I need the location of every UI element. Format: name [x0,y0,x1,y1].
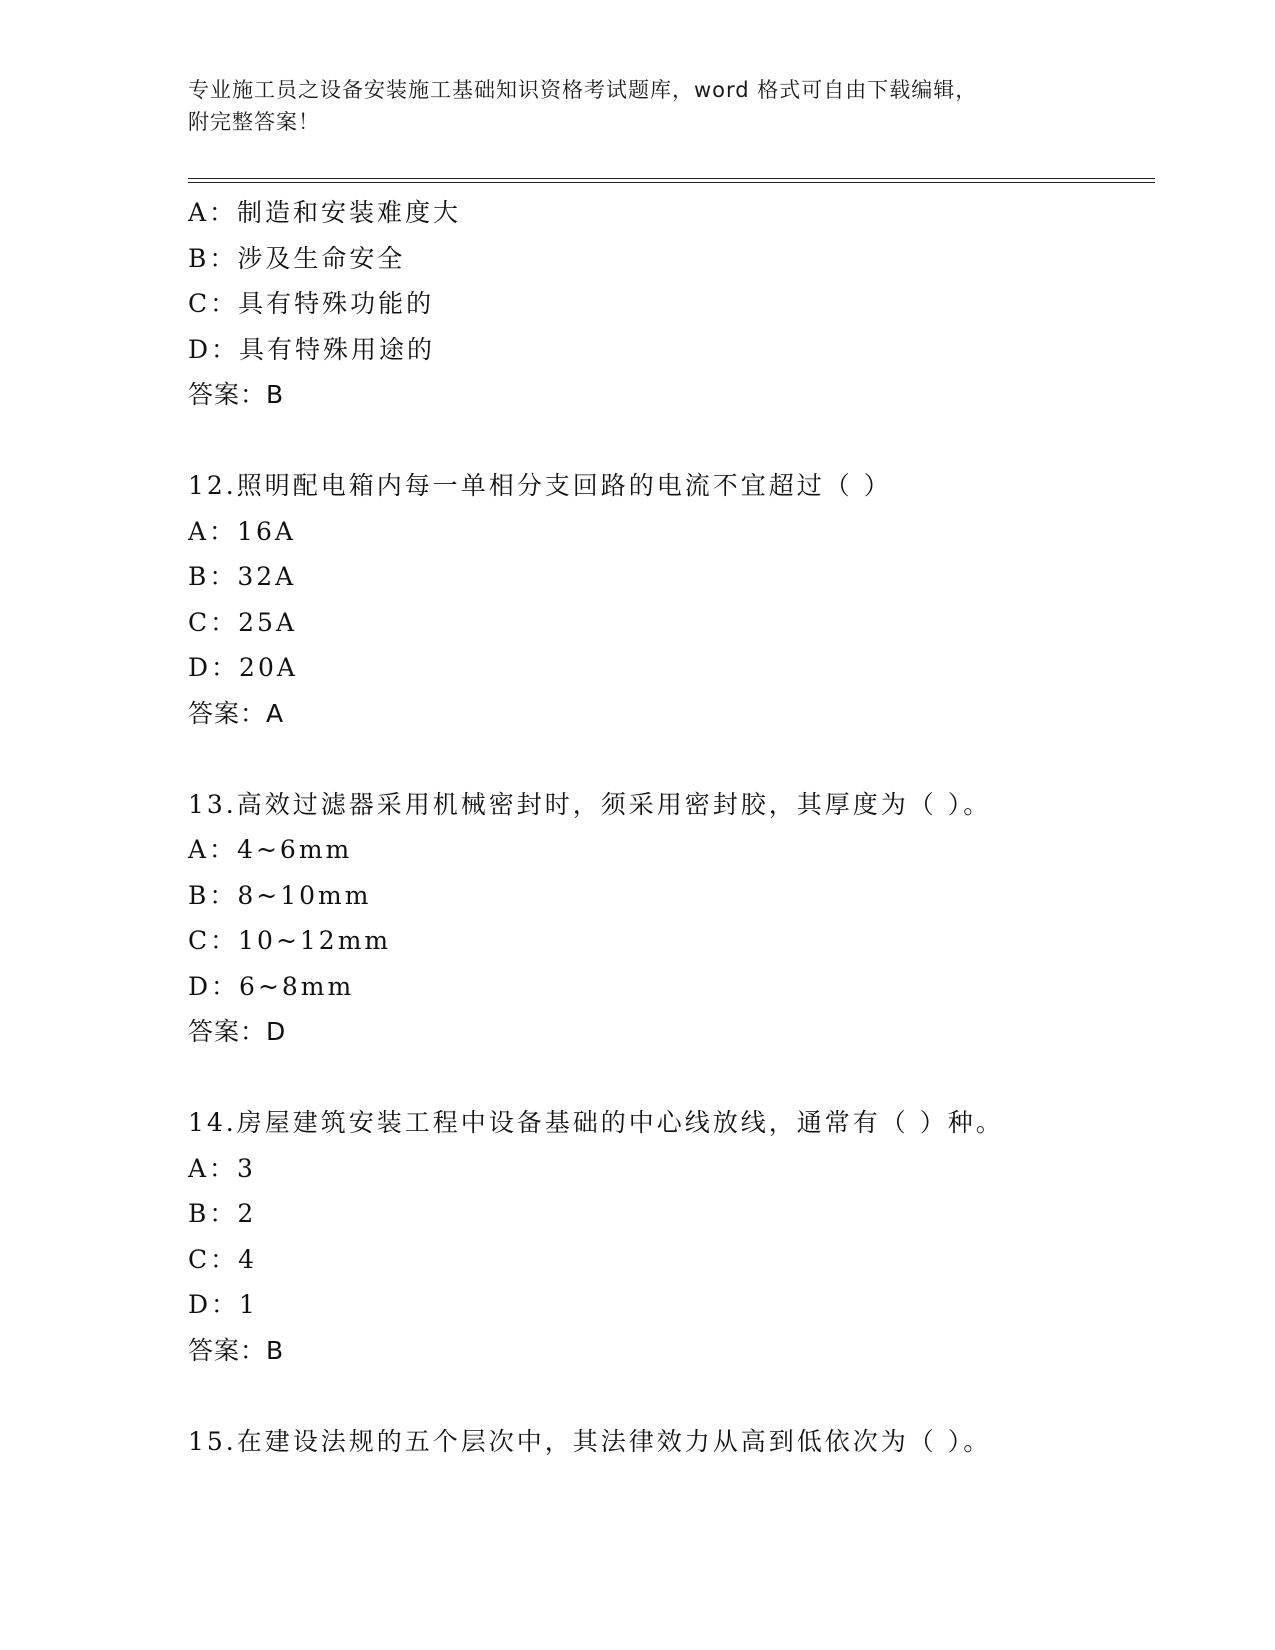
header-divider-top [188,178,1155,179]
option-a: A：3 [188,1153,256,1183]
question-11 [188,190,1148,418]
option-b: B：32A [188,562,297,591]
option-d: D：20A [188,653,298,682]
spacer [188,418,1148,464]
option-b: B：8~10mm [188,880,372,910]
option-a: A：4~6mm [188,835,353,864]
option-a: A：制造和安装难度大 [188,198,462,227]
question-15 [188,1419,1148,1465]
option-d: D：具有特殊用途的 [188,334,436,364]
option-d: D：1 [188,1290,258,1319]
option-c: C：10~12mm [188,926,392,955]
option-b: B：涉及生命安全 [188,243,406,273]
question-text: 13.高效过滤器采用机械密封时，须采用密封胶，其厚度为（ ）。 [188,789,992,819]
header-line-1: 专业施工员之设备安装施工基础知识资格考试题库，word 格式可自由下载编辑， [188,78,978,102]
answer: 答案：B [188,1335,285,1365]
option-b: B：2 [188,1199,257,1228]
question-list [188,190,1148,1464]
answer: 答案：B [188,380,285,409]
answer: 答案：A [188,698,285,728]
question-text: 12.照明配电箱内每一单相分支回路的电流不宜超过（ ） [188,471,892,500]
option-c: C：具有特殊功能的 [188,289,435,318]
option-d: D：6~8mm [188,971,355,1001]
option-a: A：16A [188,516,296,546]
option-c: C：4 [188,1244,258,1274]
question-13 [188,782,1148,1055]
spacer [188,736,1148,782]
header-divider-bottom [188,182,1155,183]
question-12 [188,463,1148,736]
spacer [188,1373,1148,1419]
question-14 [188,1100,1148,1373]
option-c: C：25A [188,607,297,637]
question-text: 15.在建设法规的五个层次中，其法律效力从高到低依次为（ ）。 [188,1426,992,1456]
header-line-2: 附完整答案！ [188,110,320,134]
document-header [188,74,1068,138]
spacer [188,1055,1148,1101]
question-text: 14.房屋建筑安装工程中设备基础的中心线放线，通常有（ ）种。 [188,1108,1004,1137]
answer: 答案：D [188,1017,287,1046]
